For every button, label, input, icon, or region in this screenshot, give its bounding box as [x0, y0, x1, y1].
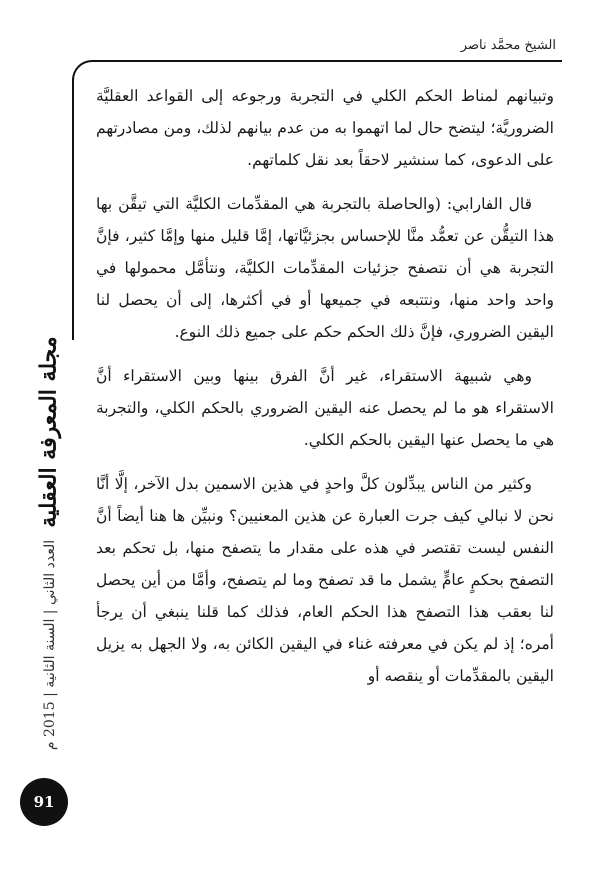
paragraph: وهي شبيهة الاستقراء، غير أنَّ الفرق بينها وبين الاستقراء أنَّ الاستقراء هو ما لم يحصل عنه اليقين الضروري بالحكم الكلي، والتجربة هي ما يحصل عنها اليقين بالحكم الكلي. — [96, 367, 554, 449]
page-number: 91 — [20, 778, 68, 826]
paragraph: قال الفارابي: (والحاصلة بالتجربة هي المقدِّمات الكليَّة التي تيقَّن بها هذا التيقُّن عن تعمُّد منَّا للإحساس بجزئيَّاتها، إمَّا قليل منها وإمَّا كثير، فإنَّ التجربة هي أن نتصفح جزئيات المقدِّمات الكليَّة، ونتأمَّل محمولها في واحد واحد منها، ونتتبعه في جميعها أو في أكثرها، إلى أن يحصل لنا اليقين الضروري، فإنَّ ذلك الحكم حكم على جميع ذلك النوع. — [96, 195, 554, 341]
body-text — [96, 80, 554, 704]
issue-info-text: العدد الثاني | السنة الثانية | 2015 م — [42, 539, 59, 751]
author-header: الشيخ محمَّد ناصر — [460, 38, 556, 53]
journal-logo — [26, 336, 72, 528]
decorative-frame-vertical — [72, 78, 74, 340]
paragraph: وكثير من الناس يبدِّلون كلَّ واحدٍ في هذين الاسمين بدل الآخر، إلَّا أنَّا نحن لا نبالي كيف جرت العبارة عن هذين المعنيين؟ ونبيِّن ها هنا أيضاً أنَّ النفس ليست تقتصر في هذه على مقدار ما يتصفح منها، بل تحكم بعد التصفح بحكمٍ عامٍّ يشمل ما قد تصفح وما لم يتصفح، وأمَّا من أين يحصل لنا بعقب هذا التصفح هذا الحكم العام، فذلك كما قلنا ينبغي أن يرجأ أمره؛ إذ لم يكن في معرفته غناء في اليقين الكائن به، ولا الجهل به يزيل اليقين بالمقدِّمات أو ينقصه أو — [96, 475, 554, 685]
journal-logo-text: مجلة المعرفة العقلية — [36, 336, 63, 528]
issue-info — [30, 520, 70, 770]
paragraph: وتبيانهم لمناط الحكم الكلي في التجربة ورجوعه إلى القواعد العقليَّة الضروريَّة؛ ليتضح حال لما اتهموا به من عدم بيانهم لذلك، ومن مصادرتهم على الدعوى، كما سنشير لاحقاً بعد نقل كلماتهم. — [96, 87, 554, 169]
decorative-frame-line — [72, 60, 562, 82]
